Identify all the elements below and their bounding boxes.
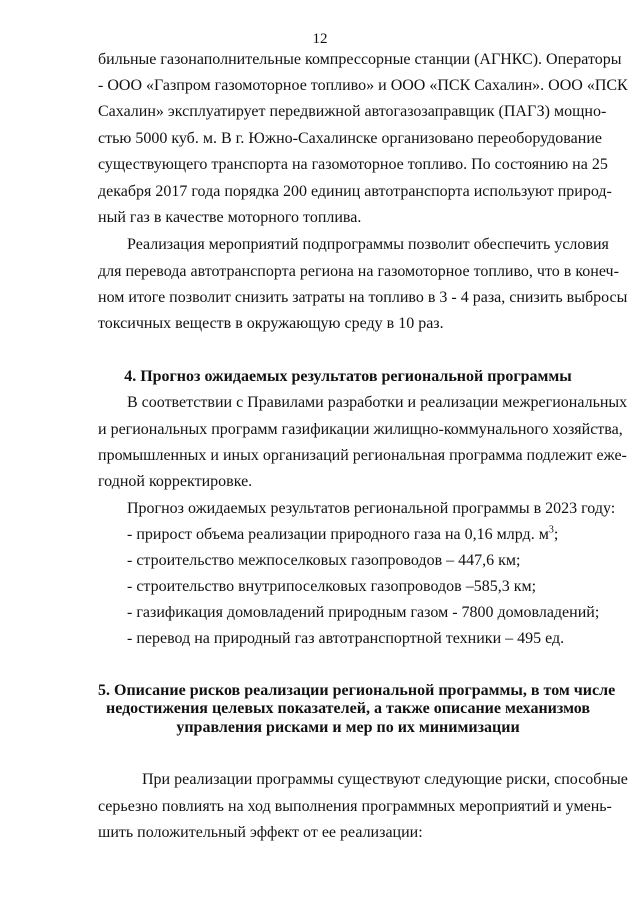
paragraph-2-line-4: токсичных веществ в окружающую среду в 10 раз. (98, 315, 444, 332)
page-number: 12 (312, 31, 328, 47)
section-4-paragraph-line-4: годной корректировке. (98, 473, 253, 490)
section-5-heading-line-2: недостижения целевых показателей, а также описание механизмов (105, 700, 591, 717)
cubic-superscript: 3 (548, 524, 554, 536)
paragraph-1-line-1: бильные газонаполнительные компрессорные станции (АГНКС). Операторы (98, 51, 622, 68)
paragraph-1-line-7: ный газ в качестве моторного топлива. (98, 209, 362, 226)
forecast-item-intrasettlement-pipelines: - строительство внутрипоселковых газопроводов –585,3 км; (127, 578, 537, 595)
section-5-paragraph-line-2: серьезно повлиять на ход выполнения программных мероприятий и умень- (98, 798, 612, 815)
paragraph-2-line-1: Реализация мероприятий подпрограммы позволит обеспечить условия (127, 236, 609, 253)
forecast-item-households: - газификация домовладений природным газом - 7800 домовладений; (127, 604, 600, 621)
paragraph-1-line-4: стью 5000 куб. м. В г. Южно-Сахалинске организовано переоборудование (98, 130, 602, 147)
paragraph-1-line-2: - ООО «Газпром газомоторное топливо» и ООО «ПСК Сахалин». ООО «ПСК (98, 77, 628, 94)
forecast-item-gas-sales-text: - прирост объема реализации природного газа на 0,16 млрд. м (127, 526, 549, 543)
section-5-paragraph-line-3: шить положительный эффект от ее реализации: (98, 824, 423, 841)
forecast-item-vehicles: - перевод на природный газ автотранспортной техники – 495 ед. (127, 630, 565, 647)
paragraph-1-line-5: существующего транспорта на газомоторное топливо. По состоянию на 25 (98, 156, 608, 173)
forecast-item-gas-sales (127, 525, 598, 545)
paragraph-1-line-6: декабря 2017 года порядка 200 единиц автотранспорта используют природ- (98, 183, 612, 200)
section-5-heading-line-1: 5. Описание рисков реализации региональной программы, в том числе (98, 682, 616, 699)
paragraph-1-line-3: Сахалин» эксплуатирует передвижной автогазозаправщик (ПАГЗ) мощно- (98, 103, 607, 120)
section-4-paragraph-line-2: и региональных программ газификации жилищно-коммунального хозяйства, (98, 421, 623, 438)
section-5-heading-line-3: управления рисками и мер по их минимизации (176, 719, 520, 736)
section-4-heading: 4. Прогноз ожидаемых результатов региональной программы (124, 368, 572, 385)
forecast-intro: Прогноз ожидаемых результатов региональной программы в 2023 году: (127, 500, 616, 517)
paragraph-2-line-2: для перевода автотранспорта региона на газомоторное топливо, что в конеч- (98, 263, 619, 280)
forecast-item-gas-sales-end: ; (553, 526, 559, 543)
section-4-paragraph-line-1: В соответствии с Правилами разработки и реализации межрегиональных (127, 394, 628, 411)
forecast-item-intersettlement-pipelines: - строительство межпоселковых газопроводов – 447,6 км; (127, 552, 521, 569)
section-5-paragraph-line-1: При реализации программы существуют следующие риски, способные (142, 771, 628, 788)
section-4-paragraph-line-3: промышленных и иных организаций региональная программа подлежит еже- (98, 447, 627, 464)
paragraph-2-line-3: ном итоге позволит снизить затраты на топливо в 3 - 4 раза, снизить выбросы (98, 289, 628, 306)
